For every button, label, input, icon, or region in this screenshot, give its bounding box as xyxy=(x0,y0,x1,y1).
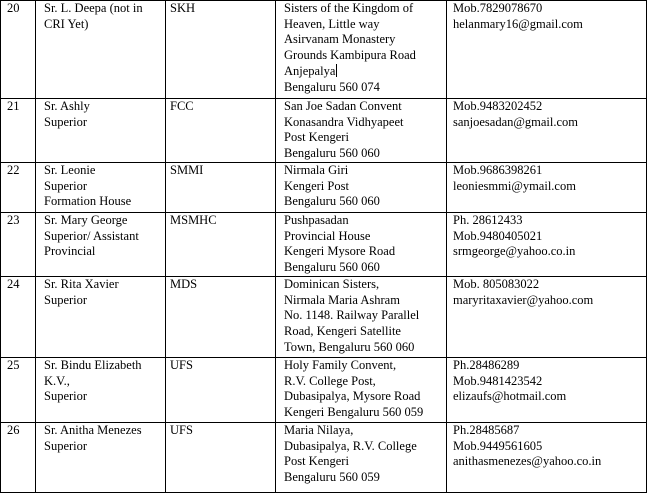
address-line: Dubasipalya, R.V. College xyxy=(284,438,417,453)
address-line: Provincial House xyxy=(284,228,371,243)
congregation-code: SKH xyxy=(166,1,276,99)
address-line: Kengeri Bengaluru 560 059 xyxy=(284,404,424,419)
address-line: Road, Kengeri Satellite xyxy=(284,323,401,338)
contact-cell xyxy=(447,162,647,212)
address-line: Dubasipalya, Mysore Road xyxy=(284,389,421,404)
congregation-code: FCC xyxy=(166,99,276,163)
contact-line: Mob.9686398261 xyxy=(453,162,543,177)
contact-line: anithasmenezes@yahoo.co.in xyxy=(453,454,602,469)
contact-line: Ph.28485687 xyxy=(453,422,520,437)
table-row xyxy=(1,162,647,212)
contact-line: maryritaxavier@yahoo.com xyxy=(453,292,594,307)
congregation-code: MSMHC xyxy=(166,212,276,276)
member-name-line: Sr. Leonie xyxy=(44,162,96,177)
address-line: Pushpasadan xyxy=(284,212,349,227)
address-cell xyxy=(276,357,447,422)
contact-cell xyxy=(447,99,647,163)
member-name-line: Superior xyxy=(44,389,88,404)
text-cursor xyxy=(336,64,337,77)
member-name-line: Superior xyxy=(44,438,88,453)
member-name-line: K.V., xyxy=(44,373,70,388)
contact-line: Mob.9483202452 xyxy=(453,99,543,113)
member-name-cell xyxy=(36,212,166,276)
contact-cell xyxy=(447,422,647,492)
serial-number: 23 xyxy=(1,212,36,276)
address-line: Anjepalya xyxy=(284,63,336,78)
contact-line: Mob.9481423542 xyxy=(453,373,543,388)
serial-number: 20 xyxy=(1,1,36,99)
serial-number: 25 xyxy=(1,357,36,422)
address-line: Maria Nilaya, xyxy=(284,422,354,437)
address-line: Konasandra Vidhyapeet xyxy=(284,114,404,129)
contact-cell xyxy=(447,357,647,422)
address-line: Kengeri Mysore Road xyxy=(284,244,396,259)
address-line: Sisters of the Kingdom of xyxy=(284,1,414,15)
member-name-line: Superior xyxy=(44,114,88,129)
member-name-line: Provincial xyxy=(44,244,96,259)
member-name-line: Sr. Mary George xyxy=(44,212,128,227)
address-cell xyxy=(276,422,447,492)
member-name-cell xyxy=(36,357,166,422)
address-line: Asirvanam Monastery xyxy=(284,32,396,47)
address-line: Bengaluru 560 060 xyxy=(284,259,380,274)
member-name-line: Sr. L. Deepa (not in xyxy=(44,1,143,15)
address-cell xyxy=(276,212,447,276)
address-line: Nirmala Giri xyxy=(284,162,349,177)
member-name-line: CRI Yet) xyxy=(44,16,89,31)
contact-line: Mob.7829078670 xyxy=(453,1,543,15)
contact-cell xyxy=(447,276,647,357)
member-name-cell xyxy=(36,276,166,357)
contact-line: helanmary16@gmail.com xyxy=(453,16,583,31)
directory-table-body xyxy=(1,1,647,493)
serial-number: 21 xyxy=(1,99,36,163)
contact-line: Mob. 805083022 xyxy=(453,276,540,291)
contact-line: srmgeorge@yahoo.co.in xyxy=(453,244,576,259)
address-line: Post Kengeri xyxy=(284,130,349,145)
congregation-code: MDS xyxy=(166,276,276,357)
contact-line: sanjoesadan@gmail.com xyxy=(453,114,579,129)
address-line: San Joe Sadan Convent xyxy=(284,99,402,113)
serial-number: 24 xyxy=(1,276,36,357)
contact-line: leoniesmmi@ymail.com xyxy=(453,178,576,193)
member-name-line: Sr. Rita Xavier xyxy=(44,276,119,291)
address-line: Nirmala Maria Ashram xyxy=(284,292,400,307)
address-line: Town, Bengaluru 560 060 xyxy=(284,339,415,354)
address-line: Heaven, Little way xyxy=(284,16,380,31)
contact-line: Ph. 28612433 xyxy=(453,212,523,227)
member-name-line: Sr. Bindu Elizabeth xyxy=(44,357,142,372)
address-line: Kengeri Post xyxy=(284,178,349,193)
member-name-line: Superior xyxy=(44,178,88,193)
address-line: Holy Family Convent, xyxy=(284,357,397,372)
address-line: R.V. College Post, xyxy=(284,373,376,388)
member-name-line: Sr. Ashly xyxy=(44,99,90,113)
member-name-line: Superior xyxy=(44,292,88,307)
table-row xyxy=(1,99,647,163)
address-line: Grounds Kambipura Road xyxy=(284,48,416,63)
address-line: Bengaluru 560 060 xyxy=(284,146,380,161)
member-name-cell xyxy=(36,1,166,99)
address-line: Post Kengeri xyxy=(284,454,349,469)
member-name-line: Formation House xyxy=(44,194,132,209)
address-line: Bengaluru 560 074 xyxy=(284,79,380,94)
serial-number: 22 xyxy=(1,162,36,212)
address-cell xyxy=(276,1,447,99)
address-cell xyxy=(276,99,447,163)
address-line: Dominican Sisters, xyxy=(284,276,380,291)
table-row xyxy=(1,357,647,422)
table-row xyxy=(1,276,647,357)
contact-line: Ph.28486289 xyxy=(453,357,520,372)
serial-number: 26 xyxy=(1,422,36,492)
contact-cell xyxy=(447,212,647,276)
congregation-code: SMMI xyxy=(166,162,276,212)
congregation-code: UFS xyxy=(166,422,276,492)
address-line: Bengaluru 560 060 xyxy=(284,194,380,209)
contact-line: Mob.9480405021 xyxy=(453,228,543,243)
contact-line: elizaufs@hotmail.com xyxy=(453,389,567,404)
member-name-line: Superior/ Assistant xyxy=(44,228,139,243)
congregation-code: UFS xyxy=(166,357,276,422)
member-name-line: Sr. Anitha Menezes xyxy=(44,422,142,437)
member-name-cell xyxy=(36,162,166,212)
member-name-cell xyxy=(36,99,166,163)
table-row xyxy=(1,422,647,492)
address-cell xyxy=(276,276,447,357)
contact-line: Mob.9449561605 xyxy=(453,438,543,453)
member-name-cell xyxy=(36,422,166,492)
address-line: No. 1148. Railway Parallel xyxy=(284,308,420,323)
address-cell xyxy=(276,162,447,212)
table-row xyxy=(1,1,647,99)
table-row xyxy=(1,212,647,276)
address-line: Bengaluru 560 059 xyxy=(284,469,380,484)
contact-cell xyxy=(447,1,647,99)
